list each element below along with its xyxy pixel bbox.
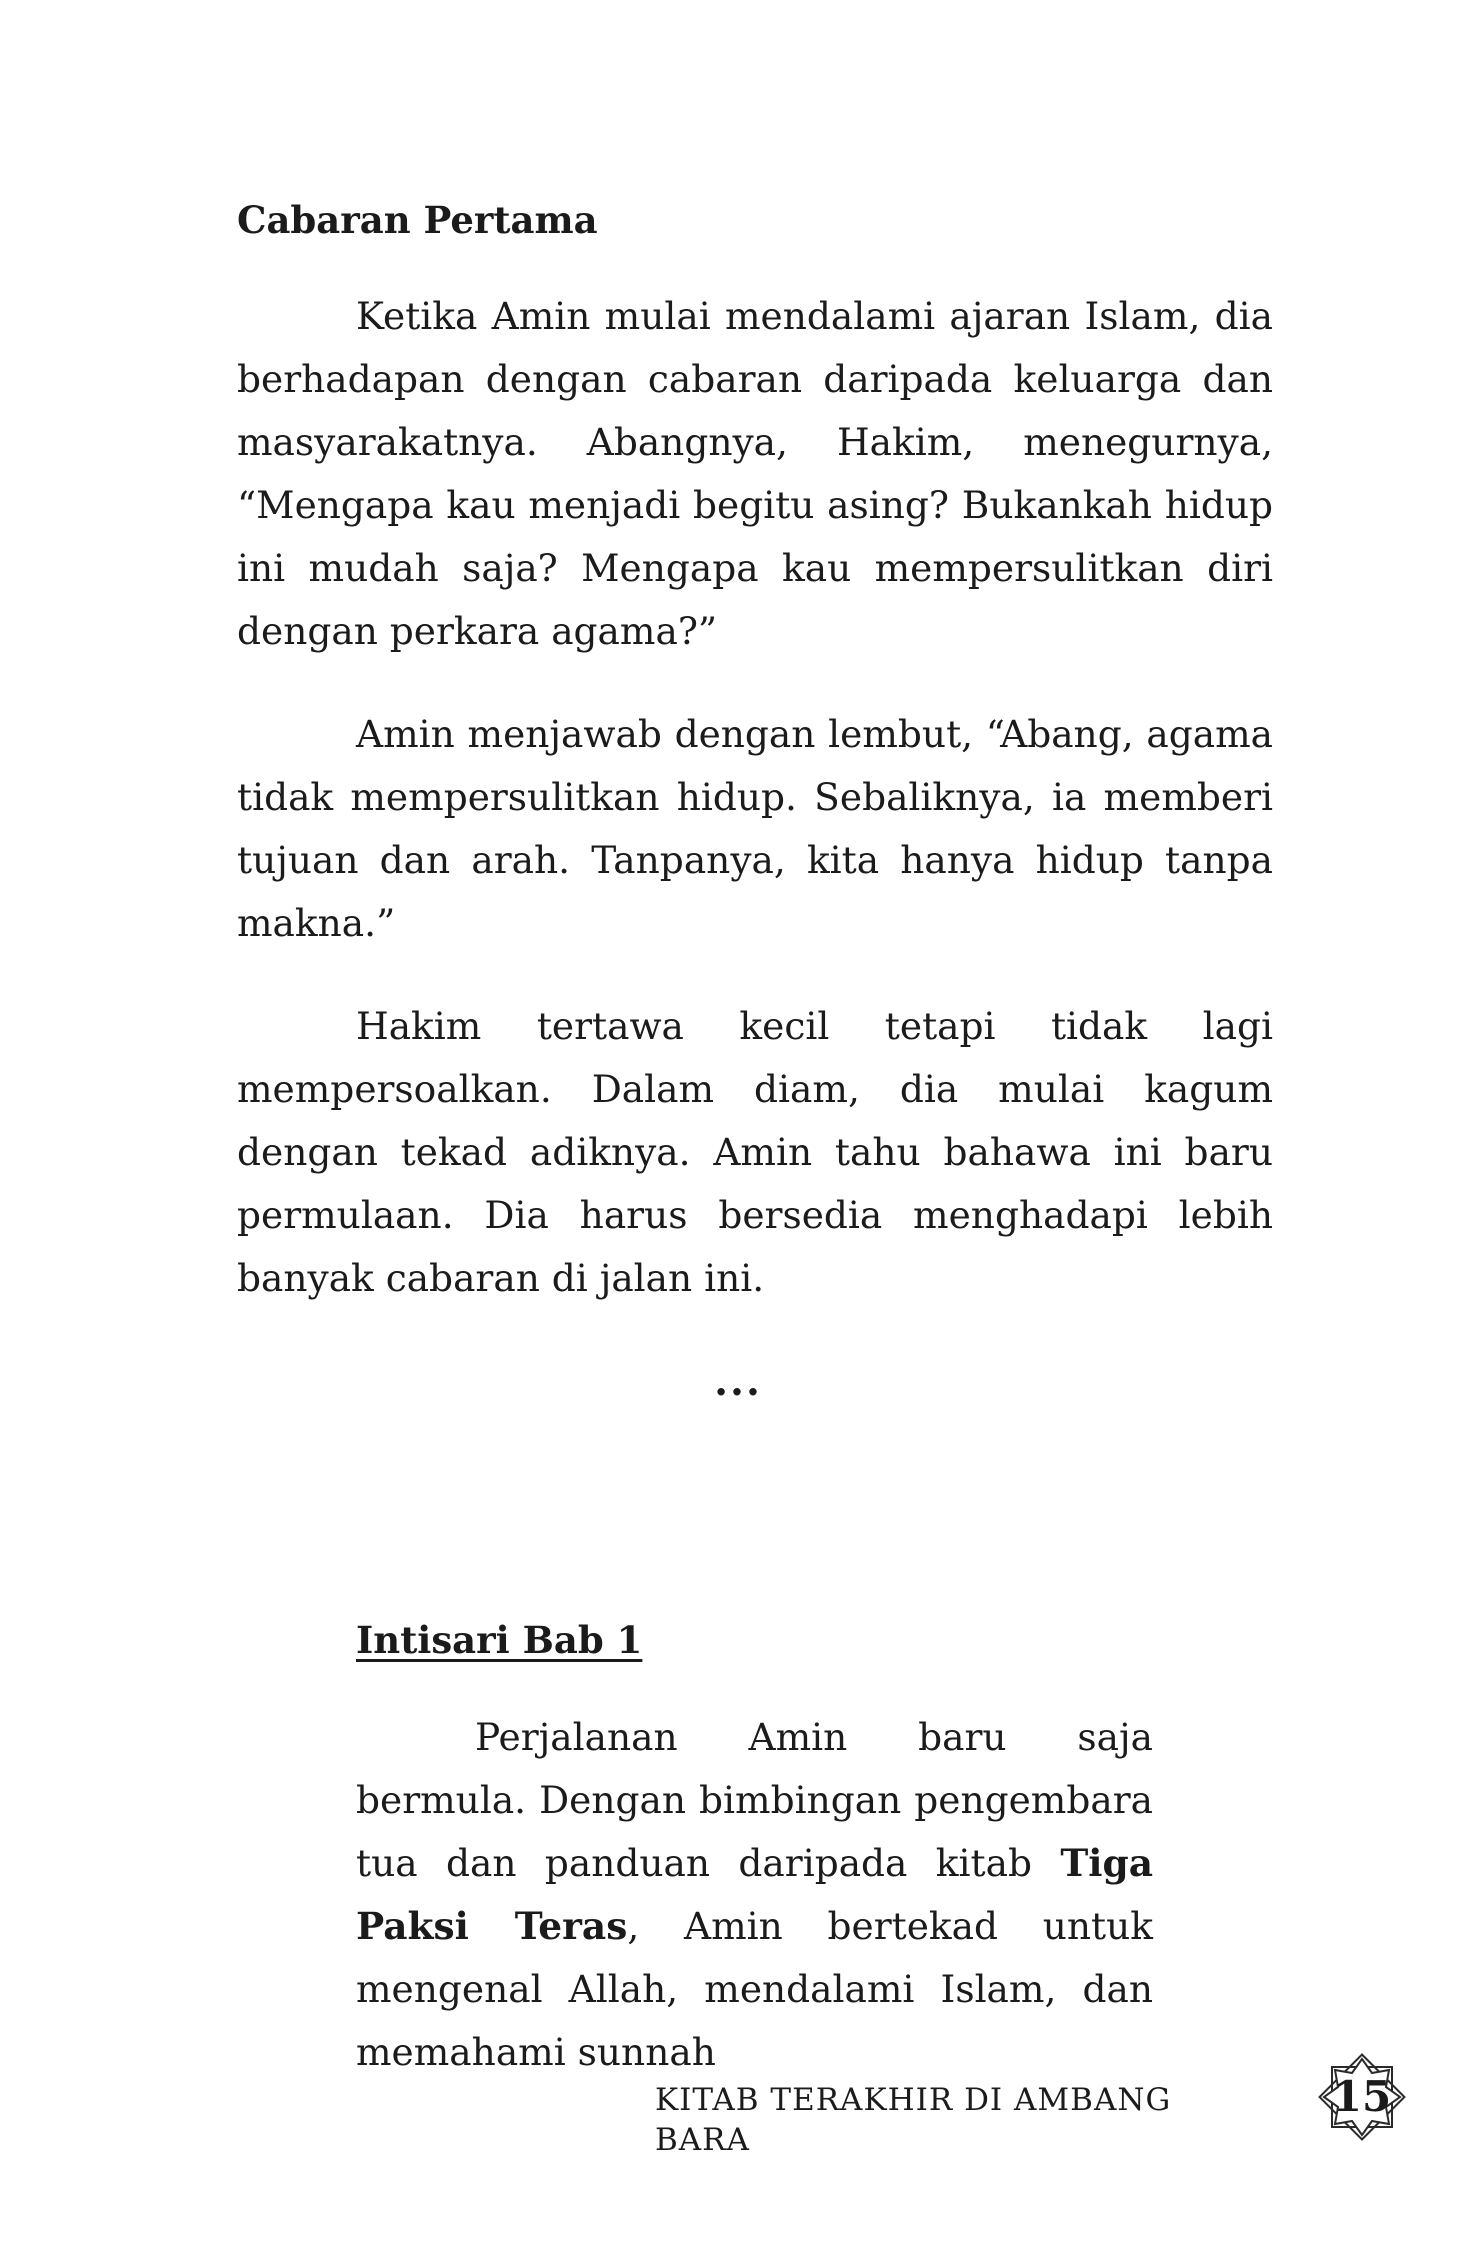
page-number-badge bbox=[1310, 2045, 1414, 2149]
section-title: Cabaran Pertama bbox=[237, 198, 598, 242]
paragraph-3: Hakim tertawa kecil tetapi tidak lagi mempersoalkan. Dalam diam, dia mulai kagum dengan tekad adiknya. Amin tahu bahawa ini baru permulaan. Dia harus bersedia menghadapi lebih banyak cabaran di jalan ini. bbox=[237, 1004, 1273, 1300]
summary-paragraph bbox=[356, 1706, 1153, 2084]
section-separator: ... bbox=[714, 1358, 762, 1405]
paragraph-2: Amin menjawab dengan lembut, “Abang, agama tidak mempersulitkan hidup. Sebaliknya, ia memberi tujuan dan arah. Tanpanya, kita hanya hidup tanpa makna.” bbox=[237, 712, 1273, 945]
page-number: 15 bbox=[1332, 2072, 1392, 2121]
summary-title: Intisari Bab 1 bbox=[356, 1618, 643, 1662]
paragraph-1: Ketika Amin mulai mendalami ajaran Islam, dia berhadapan dengan cabaran daripada keluarga dan masyarakatnya. Abangnya, Hakim, menegurnya, “Mengapa kau menjadi begitu asing? Bukankah hidup ini mudah saja? Mengapa kau mempersulitkan diri dengan perkara agama?” bbox=[237, 294, 1273, 653]
summary-text-before: Perjalanan Amin baru saja bermula. Dengan bimbingan pengembara tua dan panduan daripada kitab bbox=[356, 1715, 1153, 1885]
running-footer-title: KITAB TERAKHIR DI AMBANG BARA bbox=[655, 2082, 1172, 2158]
summary-text-after: , Amin bertekad untuk mengenal Allah, mendalami Islam, dan memahami sunnah bbox=[356, 1904, 1154, 2074]
section-body bbox=[237, 285, 1273, 1350]
book-name: Tiga Paksi Teras bbox=[356, 1841, 1153, 1948]
